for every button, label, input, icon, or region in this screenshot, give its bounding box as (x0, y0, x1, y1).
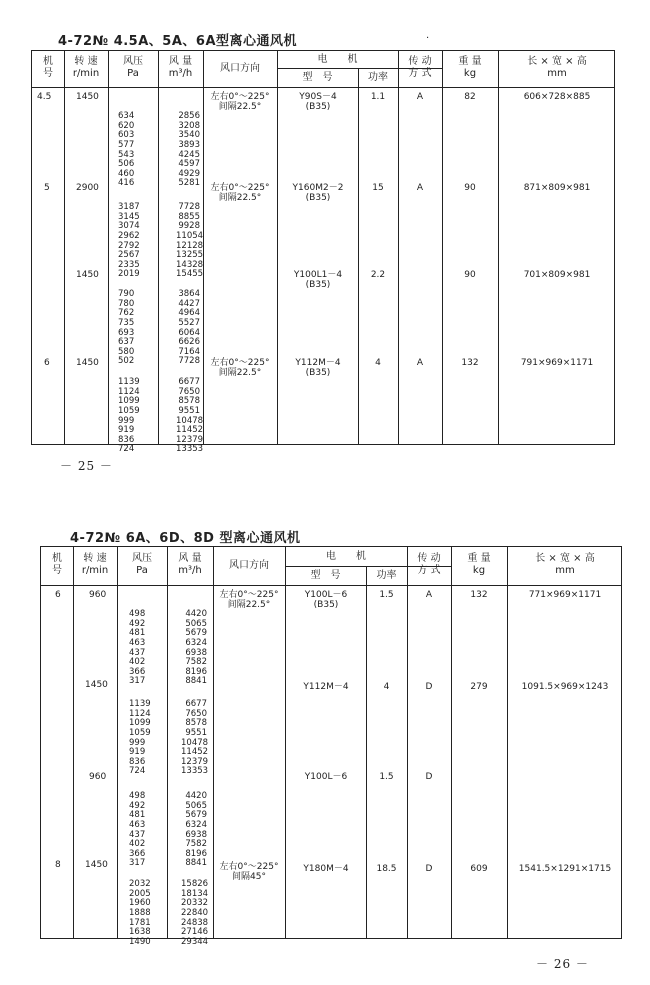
cell-outlet: 左右0°～225° 间隔22.5° (210, 183, 270, 203)
cell-no: 4.5 (37, 92, 52, 102)
cell-weight: 132 (470, 590, 488, 600)
cell-drive: D (425, 772, 433, 782)
cell-no: 5 (44, 183, 50, 193)
header-motor: 电 机 (326, 551, 366, 562)
cell-dims: 1091.5×969×1243 (521, 682, 609, 692)
cell-outlet: 左右0°～225° 间隔22.5° (210, 358, 270, 378)
flow-list: 7728 8855 9928 11054 12128 13255 14328 15455 (176, 202, 204, 280)
cell-dims: 606×728×885 (523, 92, 591, 102)
header-no: 机 号 (52, 553, 62, 576)
cell-model: Y112M－4 (B35) (295, 358, 341, 378)
header-weight: 重 量 kg (467, 553, 491, 576)
pressure-list: 1139 1124 1099 1059 999 919 836 724 (129, 699, 151, 777)
pressure-list: 3187 3145 3074 2962 2792 2567 2335 2019 (118, 202, 140, 280)
cell-no: 6 (55, 590, 61, 600)
cell-weight: 90 (464, 183, 476, 193)
cell-drive: A (416, 92, 424, 102)
header-outlet: 风口方向 (220, 63, 260, 74)
flow-list: 3864 4427 4964 5527 6064 6626 7164 7728 (178, 289, 200, 367)
cell-power: 18.5 (376, 864, 397, 874)
cell-weight: 82 (464, 92, 476, 102)
cell-drive: A (416, 358, 424, 368)
header-speed: 转 速 r/min (72, 56, 100, 79)
pressure-list: 634 620 603 577 543 506 460 416 (118, 111, 135, 189)
cell-power: 15 (372, 183, 384, 193)
decorative-dot: . (426, 30, 430, 41)
cell-speed: 960 (89, 772, 107, 782)
header-pressure: 风压 Pa (132, 553, 152, 576)
cell-weight: 132 (461, 358, 479, 368)
flow-list: 4420 5065 5679 6324 6938 7582 8196 8841 (185, 791, 207, 869)
cell-model: Y100L－6 (B35) (304, 590, 348, 610)
cell-model: Y90S－4 (B35) (299, 92, 337, 112)
flow-list: 15826 18134 20332 22840 24838 27146 29344 (181, 879, 209, 947)
cell-dims: 871×809×981 (523, 183, 591, 193)
header-model: 型 号 (302, 72, 333, 83)
header-outlet: 风口方向 (229, 560, 269, 571)
cell-speed: 1450 (76, 270, 99, 280)
cell-speed: 1450 (85, 860, 108, 870)
cell-speed: 960 (89, 590, 107, 600)
cell-no: 6 (44, 358, 50, 368)
cell-dims: 791×969×1171 (520, 358, 594, 368)
cell-no: 8 (55, 860, 61, 870)
flow-list: 2856 3208 3540 3893 4245 4597 4929 5281 (178, 111, 200, 189)
header-model: 型 号 (310, 570, 341, 581)
cell-speed: 1450 (76, 92, 99, 102)
cell-outlet: 左右0°～225° 间隔45° (219, 862, 279, 882)
cell-dims: 701×809×981 (523, 270, 591, 280)
header-dims: 长 × 宽 × 高 mm (527, 56, 587, 79)
header-power: 功率 (368, 72, 388, 83)
cell-model: Y100L1－4 (B35) (293, 270, 343, 290)
cell-dims: 771×969×1171 (528, 590, 602, 600)
header-drive: 传 动 方 式 (417, 553, 441, 576)
page-title: 4-72№ 4.5A、5A、6A型离心通风机 (58, 34, 298, 49)
cell-model: Y160M2－2 (B35) (292, 183, 344, 203)
pressure-list: 498 492 481 463 437 402 366 317 (129, 791, 146, 869)
cell-model: Y180M－4 (303, 864, 349, 874)
cell-drive: D (425, 864, 433, 874)
cell-power: 2.2 (370, 270, 386, 280)
cell-power: 1.5 (379, 590, 394, 600)
flow-list: 6677 7650 8578 9551 10478 11452 12379 13353 (181, 699, 209, 777)
cell-dims: 1541.5×1291×1715 (518, 864, 612, 874)
header-flow: 风 量 m³/h (178, 553, 202, 576)
cell-power: 4 (383, 682, 390, 692)
page-number: － 26 － (536, 957, 589, 971)
cell-weight: 609 (470, 864, 488, 874)
cell-power: 1.5 (379, 772, 394, 782)
pressure-list: 790 780 762 735 693 637 580 502 (118, 289, 135, 367)
page-title: 4-72№ 6A、6D、8D 型离心通风机 (70, 531, 301, 546)
header-flow: 风 量 m³/h (168, 56, 193, 79)
cell-weight: 90 (464, 270, 476, 280)
header-weight: 重 量 kg (458, 56, 482, 79)
cell-speed: 1450 (85, 680, 108, 690)
header-speed: 转 速 r/min (81, 553, 109, 576)
pressure-list: 498 492 481 463 437 402 366 317 (129, 609, 146, 687)
header-no: 机 号 (43, 56, 53, 79)
cell-power: 1.1 (370, 92, 386, 102)
cell-power: 4 (375, 358, 381, 368)
header-motor: 电 机 (317, 54, 358, 65)
header-dims: 长 × 宽 × 高 mm (535, 553, 595, 576)
cell-outlet: 左右0°～225° 间隔22.5° (219, 590, 279, 610)
flow-list: 6677 7650 8578 9551 10478 11452 12379 13353 (176, 377, 204, 455)
header-power: 功率 (376, 570, 397, 581)
page-number: － 25 － (60, 459, 113, 473)
fan-spec-table-2 (40, 546, 622, 947)
cell-speed: 1450 (76, 358, 99, 368)
cell-drive: A (416, 183, 424, 193)
cell-outlet: 左右0°～225° 间隔22.5° (210, 92, 270, 112)
cell-drive: A (425, 590, 433, 600)
header-drive: 传 动 方 式 (408, 56, 432, 79)
cell-weight: 279 (470, 682, 488, 692)
pressure-list: 1139 1124 1099 1059 999 919 836 724 (118, 377, 140, 455)
cell-drive: D (425, 682, 433, 692)
pressure-list: 2032 2005 1960 1888 1781 1638 1490 (129, 879, 151, 947)
flow-list: 4420 5065 5679 6324 6938 7582 8196 8841 (185, 609, 207, 687)
cell-model: Y100L－6 (304, 772, 348, 782)
header-pressure: 风压 Pa (123, 56, 143, 79)
fan-spec-table-1 (31, 50, 615, 455)
cell-speed: 2900 (76, 183, 99, 193)
cell-model: Y112M－4 (303, 682, 349, 692)
